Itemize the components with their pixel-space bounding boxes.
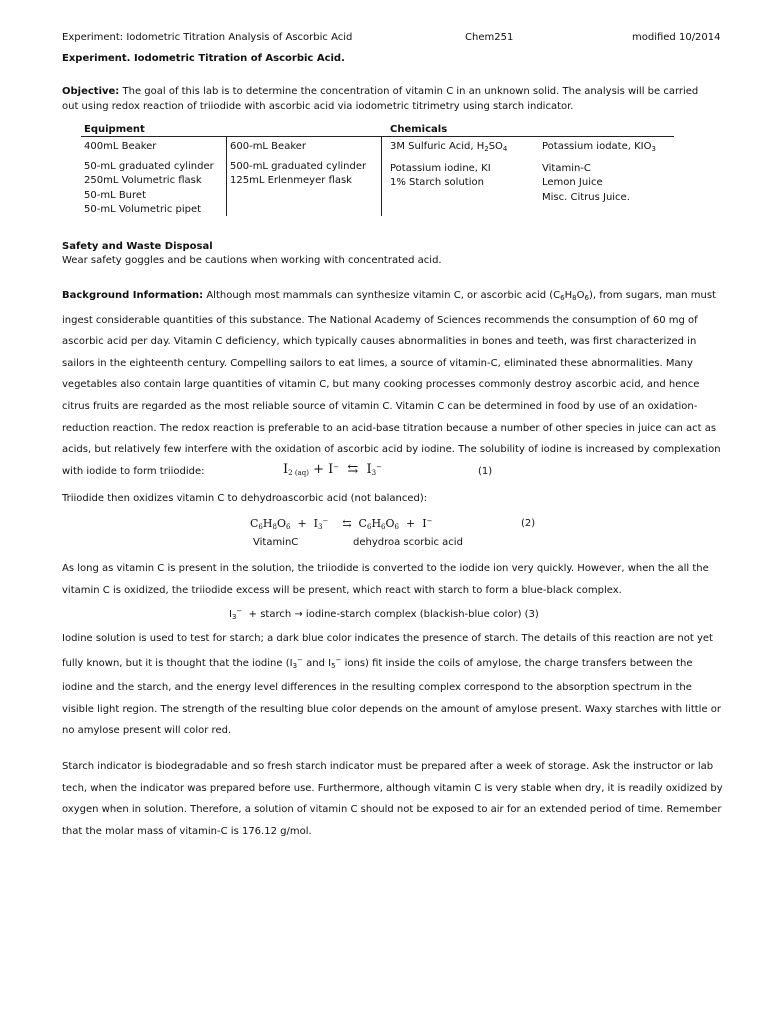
objective-label: Objective: [62,86,120,97]
chemical-item: Lemon Juice [542,177,603,188]
equipment-item: 50-mL Buret [84,189,146,201]
equipment-col-1 [84,140,214,218]
equipment-item: 250mL Volumetric flask [84,175,202,186]
table-header-rule [81,136,674,137]
equation-2: $C_6H_8O_6 + I_3^-$ ⇆ $C_6H_6O_6 + I^-$ [250,517,433,531]
chemicals-header: Chemicals [390,124,448,135]
background-label: Background Information: [62,290,204,301]
chemical-item: Potassium iodine, KI [390,162,491,174]
header-experiment-title: Experiment: Iodometric Titration Analysis of Ascorbic Acid [62,32,353,43]
equation-2-label-vitaminc: VitaminC [253,537,299,548]
background-text-a: Although most mammals can synthesize vitamin C, or ascorbic acid (C [203,290,561,301]
background-text-b: ), from sugars, man must ingest considerable quantities of this substance. The National Academy of Sciences recommends the consumption of 60 mg of ascorbic acid per day. Vitamin C deficiency, which typically causes abnormalities in bones and teeth, was first characterized in sailors in the eighteenth century. Compelling sailors to eat limes, a source of vitamin-C, eliminated these abnormalities. Many vegetables also contain large quantities of vitamin C, but many cooking processes commonly destroy ascorbic acid, and hence citrus fruits are regarded as the most reliable source of vitamin C. Vitamin C can be determined in food by use of an oxidation-reduction reaction. The redox reaction is preferable to an acid-base titration because a number of other species in juice can act as acids, but relatively few interfere with the oxidation of ascorbic acid by iodine. The solubility of iodine is increased by complexation with iodide to form triiodide: [62,290,721,477]
iodine-text-c: ions) fit inside the coils of amylose, the charge transfers between the iodine and the starch, and the energy level differences in the resulting complex correspond to the absorption spectrum in the visible light region. The strength of the resulting blue color depends on the amount of amylose present. Waxy starches with little or no amylose present will color red. [62,657,722,737]
equipment-table [81,124,674,216]
chemical-item: Potassium iodate, $KIO_3$ [542,141,656,153]
equation-1: $I_{2 (aq)} + I^-$ ⇆ $I_3^-$ [283,462,383,477]
header-modified-date: modified 10/2014 [632,32,721,43]
iodine-paragraph: Iodine solution is used to test for starch; a dark blue color indicates the presence of starch. The details of this reaction are not yet fully known, but it is thought that the iodine ($I_3^-$ and $I_5^-$ ions) fit inside the coils of amylose, the charge transfers between the iodine and the starch, and the energy level differences in the resulting complex correspond to the absorption spectrum in the visible light region. The strength of the resulting blue color depends on the amount of amylose present. Waxy starches with little or no amylose present will color red. [62,633,722,737]
column-divider [226,137,227,216]
equipment-header: Equipment [84,124,145,135]
iodine-text-b: and I [302,657,332,669]
header-course: Chem251 [465,32,514,43]
objective-paragraph [62,84,712,114]
endpoint-paragraph: As long as vitamin C is present in the solution, the triiodide is converted to the iodide ion very quickly. However, when the all the vitamin C is oxidized, the triiodide excess will be present, which react with starch to form a blue-black complex. [62,563,709,596]
equation-2-label-dehydroascorbic: dehydroa scorbic acid [353,537,463,548]
chemical-item: 1% Starch solution [390,177,484,188]
equation-1-number: (1) [478,466,493,477]
column-divider [381,137,382,216]
equipment-item: 600-mL Beaker [230,141,307,152]
chemicals-col-2 [542,140,656,205]
starch-paragraph: Starch indicator is biodegradable and so fresh starch indicator must be prepared after a week of storage. Ask the instructor or lab tech, when the indicator was prepared before use. Furthermore, although vitamin C is very stable when dry, it is readily oxidized by oxygen when in solution. Therefore, a solution of vitamin C should not be exposed to air for an extended period of time. Remember that the molar mass of vitamin-C is 176.12 g/mol. [62,761,723,837]
chemical-item: Vitamin-C [542,162,591,174]
objective-text: The goal of this lab is to determine the concentration of vitamin C in an unknown solid. The analysis will be carried out using redox reaction of triiodide with ascorbic acid via iodometric titrimetry using starch indicator. [62,86,699,112]
iodine-text-a: Iodine solution is used to test for starch; a dark blue color indicates the presence of starch. The details of this reaction are not yet fully known, but it is thought that the iodine (I [62,633,713,669]
chemicals-col-1 [390,140,507,191]
equipment-col-2 [230,140,366,189]
equation-3-text: + starch → iodine-starch complex (blackish-blue color) (3) [248,609,539,620]
safety-text: Wear safety goggles and be cautions when working with concentrated acid. [62,255,442,266]
page-title: Experiment. Iodometric Titration of Ascorbic Acid. [62,53,345,64]
chemical-item: Misc. Citrus Juice. [542,191,630,203]
equipment-item: 125mL Erlenmeyer flask [230,175,352,186]
equation-3: $I_3^-$ + starch → iodine-starch complex (blackish-blue color) (3) [229,607,539,621]
equipment-item: 50-mL graduated cylinder [84,160,214,172]
equipment-item: 500-mL graduated cylinder [230,160,367,172]
equation-2-number: (2) [521,518,536,529]
background-paragraph: Background Information: Although most mammals can synthesize vitamin C, or ascorbic acid $(C_6H_8O_6)$, from sugars, man must ingest considerable quantities of this substance. The National Academy of Sciences recommends the consumption of 60 mg of ascorbic acid per day. Vitamin C deficiency, which typically causes abnormalities in bones and teeth, was first characterized in sailors in the eighteenth century. Compelling sailors to eat limes, a source of vitamin-C, eliminated these abnormalities. Many vegetables also contain large quantities of vitamin C, but many cooking processes commonly destroy ascorbic acid, and hence citrus fruits are regarded as the most reliable source of vitamin C. Vitamin C can be determined in food by use of an oxidation-reduction reaction. The redox reaction is preferable to an acid-base titration because a number of other species in juice can act as acids, but relatively few interfere with the oxidation of ascorbic acid by iodine. The solubility of iodine is increased by complexation with iodide to form triiodide: [62,290,721,477]
equipment-item: 50-mL Volumetric pipet [84,204,202,215]
chemical-item: 3M Sulfuric Acid, $H_2SO_4$ [390,141,508,153]
equipment-item: 400mL Beaker [84,141,157,152]
safety-heading: Safety and Waste Disposal [62,241,213,252]
triiodide-text: Triiodide then oxidizes vitamin C to dehydroascorbic acid (not balanced): [62,493,428,504]
